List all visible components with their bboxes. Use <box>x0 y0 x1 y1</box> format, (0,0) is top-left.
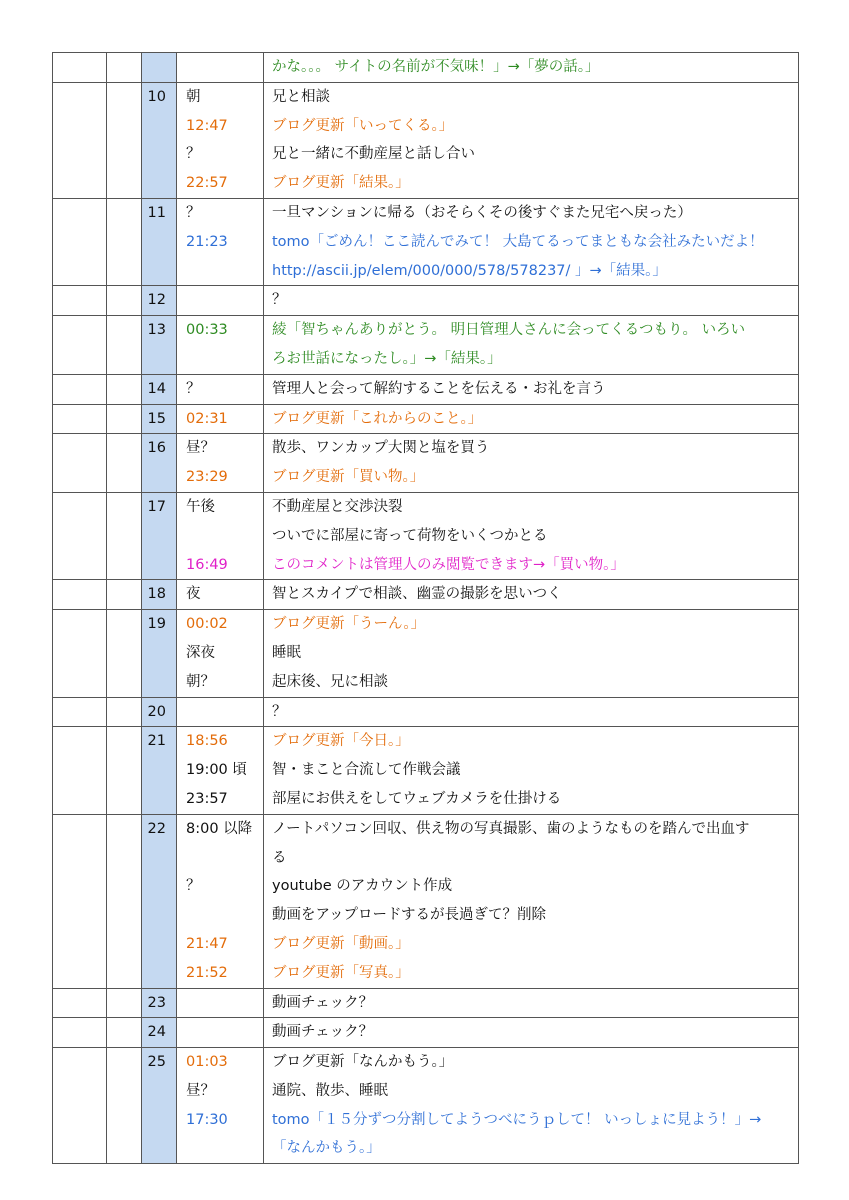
timeline-row <box>53 53 799 83</box>
event-text: 睡眠 <box>272 644 301 661</box>
day-cell <box>142 492 177 579</box>
event-text: 智とスカイプで相談、幽霊の撮影を思いつく <box>272 586 562 603</box>
day-cell <box>142 198 177 285</box>
event-text: ブログ更新「うーん。」 <box>272 616 426 633</box>
event-cell <box>264 988 799 1018</box>
event-text: る <box>272 849 287 866</box>
event-cell <box>264 374 799 404</box>
time-cell <box>177 727 264 814</box>
blank-cell <box>53 610 107 697</box>
timeline-row <box>53 492 799 579</box>
event-text: 一旦マンションに帰る（おそらくその後すぐまた兄宅へ戻った） <box>272 204 692 221</box>
timeline-row <box>53 727 799 814</box>
time-text: 16:49 <box>186 556 228 573</box>
event-text: ブログ更新「これからのこと。」 <box>272 410 483 427</box>
day-number: 23 <box>147 994 166 1011</box>
timeline-body <box>53 53 799 1164</box>
blank-cell <box>53 580 107 610</box>
time-text: 午後 <box>186 498 215 515</box>
day-number: 12 <box>147 292 166 309</box>
blank-cell <box>53 198 107 285</box>
event-text: ブログ更新「買い物。」 <box>272 469 425 486</box>
blank-cell <box>53 814 107 988</box>
event-cell <box>264 404 799 434</box>
time-text: 22:57 <box>186 175 228 192</box>
timeline-row <box>53 988 799 1018</box>
time-text <box>177 345 263 374</box>
blank-cell <box>107 1048 142 1164</box>
timeline-row <box>53 814 799 988</box>
time-text: 21:23 <box>186 233 228 250</box>
event-text: tomo「１５分ずつ分割してようつべにうｐして！ いっしょに見よう！」→ <box>272 1111 762 1128</box>
timeline-row <box>53 697 799 727</box>
time-text: ？ <box>186 380 201 397</box>
day-cell <box>142 1048 177 1164</box>
time-text: 00:33 <box>186 322 228 339</box>
event-text: ブログ更新「結果。」 <box>272 175 410 192</box>
event-cell <box>264 610 799 697</box>
day-number: 19 <box>147 616 166 633</box>
time-cell <box>177 374 264 404</box>
event-text: 智・まこと合流して作戦会議 <box>272 762 461 779</box>
blank-cell <box>107 286 142 316</box>
day-number: 22 <box>147 820 166 837</box>
blank-cell <box>107 82 142 198</box>
time-text <box>177 901 263 930</box>
timeline-row <box>53 82 799 198</box>
time-cell <box>177 82 264 198</box>
event-cell <box>264 1048 799 1164</box>
blank-cell <box>107 610 142 697</box>
time-cell <box>177 697 264 727</box>
event-cell <box>264 580 799 610</box>
day-number: 20 <box>147 703 166 720</box>
time-text: 12:47 <box>186 117 228 134</box>
time-text: 深夜 <box>186 644 215 661</box>
time-cell <box>177 286 264 316</box>
timeline-row <box>53 404 799 434</box>
time-text: 18:56 <box>186 733 228 750</box>
event-text: http://ascii.jp/elem/000/000/578/578237/ 」→「結果。」 <box>272 262 667 279</box>
time-text: 21:47 <box>186 935 228 952</box>
timeline-table <box>52 52 799 1164</box>
blank-cell <box>107 434 142 493</box>
time-text: 朝 <box>186 88 201 105</box>
time-text <box>177 1018 263 1047</box>
event-text: 不動産屋と交渉決裂 <box>272 498 403 515</box>
event-text: ブログ更新「いってくる。」 <box>272 117 454 134</box>
time-text: 21:52 <box>186 964 228 981</box>
time-cell <box>177 580 264 610</box>
time-cell <box>177 814 264 988</box>
day-number: 11 <box>147 204 166 221</box>
time-text <box>177 522 263 551</box>
event-text: ？ <box>272 703 287 720</box>
blank-cell <box>53 434 107 493</box>
day-cell <box>142 697 177 727</box>
event-text: ついでに部屋に寄って荷物をいくつかとる <box>272 527 548 544</box>
time-cell <box>177 316 264 375</box>
event-text: 「なんかもう。」 <box>272 1140 381 1157</box>
blank-cell <box>107 988 142 1018</box>
event-cell <box>264 814 799 988</box>
event-cell <box>264 727 799 814</box>
blank-cell <box>107 492 142 579</box>
time-cell <box>177 1018 264 1048</box>
day-number: 25 <box>147 1054 166 1071</box>
event-text: ブログ更新「今日。」 <box>272 733 410 750</box>
day-number: 21 <box>147 733 166 750</box>
day-number: 17 <box>147 498 166 515</box>
timeline-row <box>53 374 799 404</box>
event-text: tomo「ごめん！ここ読んでみて！ 大島てるってまともな会社みたいだよ！ <box>272 233 764 250</box>
event-cell <box>264 82 799 198</box>
event-text: 起床後、兄に相談 <box>272 673 388 690</box>
day-cell <box>142 727 177 814</box>
time-text: 23:57 <box>186 790 228 807</box>
day-cell <box>142 988 177 1018</box>
timeline-row <box>53 1018 799 1048</box>
blank-cell <box>107 316 142 375</box>
time-text: ？ <box>186 878 201 895</box>
timeline-row <box>53 198 799 285</box>
time-text <box>177 286 263 315</box>
day-cell <box>142 1018 177 1048</box>
time-cell <box>177 492 264 579</box>
day-number: 24 <box>147 1024 166 1041</box>
blank-cell <box>107 53 142 83</box>
time-text: ？ <box>186 146 201 163</box>
time-cell <box>177 1048 264 1164</box>
blank-cell <box>53 988 107 1018</box>
blank-cell <box>53 82 107 198</box>
time-text <box>177 1134 263 1163</box>
blank-cell <box>107 580 142 610</box>
timeline-row <box>53 316 799 375</box>
time-text <box>177 698 263 727</box>
blank-cell <box>107 374 142 404</box>
time-cell <box>177 53 264 83</box>
event-cell <box>264 286 799 316</box>
timeline-row <box>53 434 799 493</box>
event-text: 動画をアップロードするが長過ぎて？削除 <box>272 907 547 924</box>
day-number: 18 <box>147 586 166 603</box>
time-cell <box>177 434 264 493</box>
event-cell <box>264 53 799 83</box>
time-cell <box>177 198 264 285</box>
blank-cell <box>53 1018 107 1048</box>
event-text: 動画チェック？ <box>272 1024 374 1041</box>
event-text: 兄と相談 <box>272 88 330 105</box>
event-cell <box>264 198 799 285</box>
day-cell <box>142 580 177 610</box>
time-text: 02:31 <box>186 410 228 427</box>
event-text: ？ <box>272 292 287 309</box>
timeline-row <box>53 580 799 610</box>
time-text: 夜 <box>186 586 201 603</box>
time-text <box>177 53 263 82</box>
event-text: 散歩、ワンカップ大関と塩を買う <box>272 440 490 457</box>
time-cell <box>177 404 264 434</box>
event-text: ノートパソコン回収、供え物の写真撮影、歯のようなものを踏んで出血す <box>272 820 750 837</box>
blank-cell <box>107 814 142 988</box>
time-text: 昼？ <box>186 1082 215 1099</box>
time-text: ？ <box>186 204 201 221</box>
event-cell <box>264 316 799 375</box>
blank-cell <box>53 1048 107 1164</box>
blank-cell <box>107 727 142 814</box>
blank-cell <box>53 404 107 434</box>
timeline-row <box>53 1048 799 1164</box>
blank-cell <box>107 198 142 285</box>
day-cell <box>142 316 177 375</box>
timeline-row <box>53 610 799 697</box>
blank-cell <box>53 286 107 316</box>
time-text: 19:00 頃 <box>186 762 247 779</box>
event-cell <box>264 434 799 493</box>
time-text: 昼？ <box>186 440 215 457</box>
timeline-row <box>53 286 799 316</box>
event-text: ブログ更新「動画。」 <box>272 935 410 952</box>
day-cell <box>142 286 177 316</box>
day-cell <box>142 82 177 198</box>
blank-cell <box>53 727 107 814</box>
day-number: 10 <box>147 88 166 105</box>
day-cell <box>142 374 177 404</box>
blank-cell <box>53 374 107 404</box>
event-cell <box>264 492 799 579</box>
time-text: 01:03 <box>186 1054 228 1071</box>
event-text: 綾「智ちゃんありがとう。 明日管理人さんに会ってくるつもり。 いろい <box>272 322 746 339</box>
blank-cell <box>107 697 142 727</box>
event-cell <box>264 697 799 727</box>
time-cell <box>177 988 264 1018</box>
day-cell <box>142 404 177 434</box>
event-text: ブログ更新「なんかもう。」 <box>272 1054 454 1071</box>
event-text: このコメントは管理人のみ閲覧できます→「買い物。」 <box>272 556 625 573</box>
blank-cell <box>53 492 107 579</box>
event-text: 兄と一緒に不動産屋と話し合い <box>272 146 475 163</box>
time-text <box>177 257 263 286</box>
event-text: 通院、散歩、睡眠 <box>272 1082 388 1099</box>
blank-cell <box>107 404 142 434</box>
day-number: 15 <box>147 410 166 427</box>
blank-cell <box>53 697 107 727</box>
blank-cell <box>107 1018 142 1048</box>
event-text: ブログ更新「写真。」 <box>272 964 410 981</box>
event-cell <box>264 1018 799 1048</box>
day-number: 14 <box>147 380 166 397</box>
blank-cell <box>53 53 107 83</box>
event-text: youtube のアカウント作成 <box>272 878 453 895</box>
day-cell <box>142 434 177 493</box>
day-number <box>142 53 176 82</box>
event-text: ろお世話になったし。」→「結果。」 <box>272 350 502 367</box>
time-text: 朝？ <box>186 673 215 690</box>
day-cell <box>142 610 177 697</box>
event-text: 管理人と会って解約することを伝える・お礼を言う <box>272 380 606 397</box>
blank-cell <box>53 316 107 375</box>
day-number: 16 <box>147 440 166 457</box>
time-cell <box>177 610 264 697</box>
time-text: 23:29 <box>186 469 228 486</box>
time-text: 17:30 <box>186 1111 228 1128</box>
event-text: 部屋にお供えをしてウェブカメラを仕掛ける <box>272 790 562 807</box>
event-text: 動画チェック？ <box>272 994 374 1011</box>
day-number: 13 <box>147 322 166 339</box>
time-text <box>177 844 263 873</box>
time-text: 00:02 <box>186 616 228 633</box>
day-cell <box>142 53 177 83</box>
time-text <box>177 989 263 1018</box>
day-cell <box>142 814 177 988</box>
event-text: かな。。。 サイトの名前が不気味！」→「夢の話。」 <box>272 59 600 75</box>
time-text: 8:00 以降 <box>186 820 253 837</box>
